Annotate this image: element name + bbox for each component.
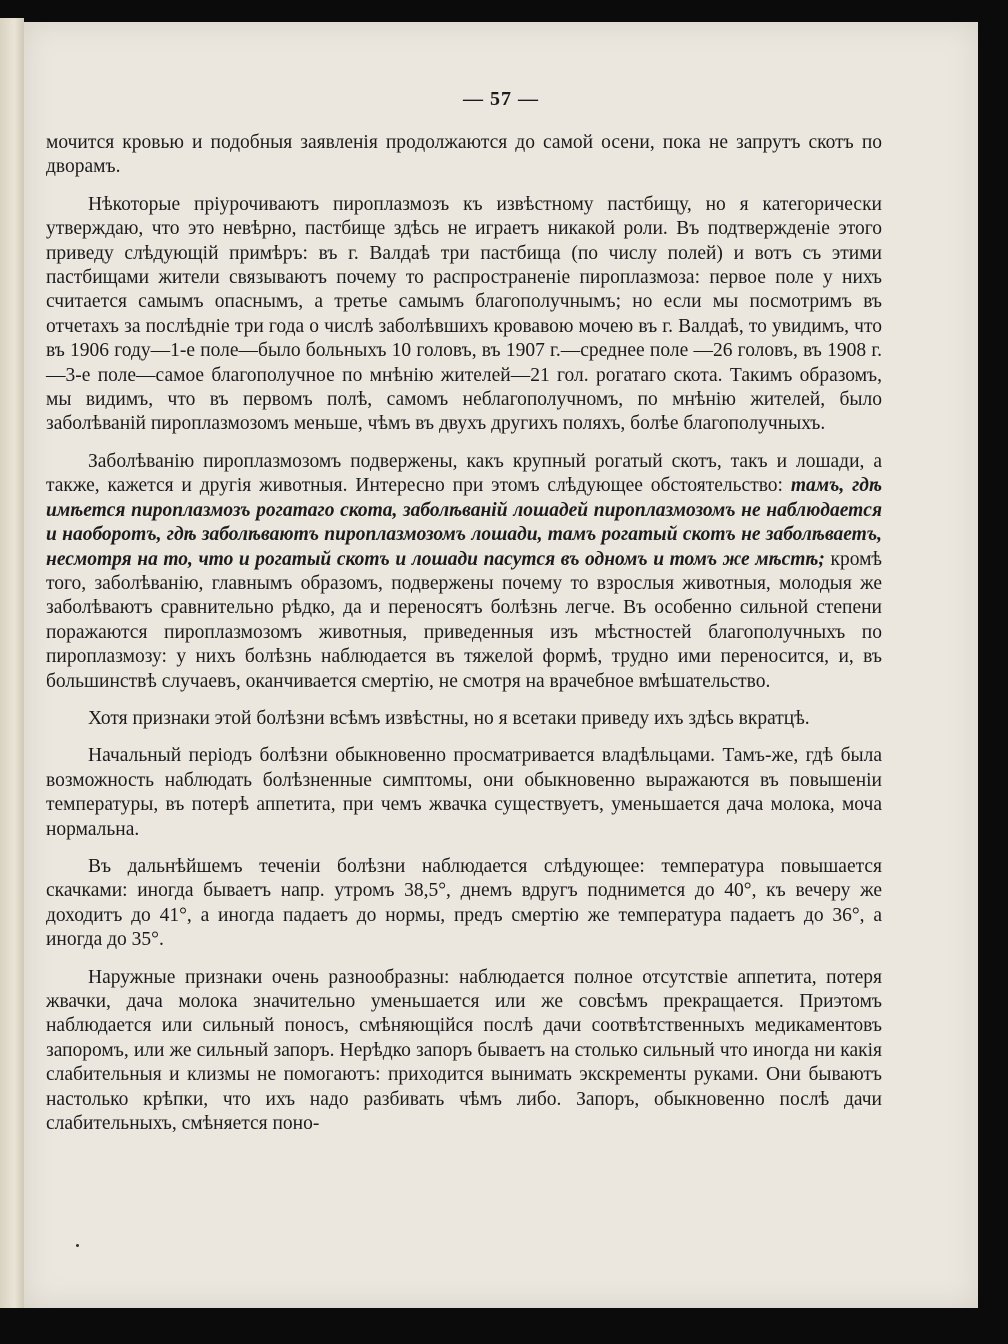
paragraph-4: Хотя признаки этой болѣзни всѣмъ извѣстны, но я всетаки приведу ихъ здѣсь вкратцѣ. — [88, 707, 810, 729]
paragraph-5: Начальный періодъ болѣзни обыкновенно просматривается владѣльцами. Тамъ-же, гдѣ была возможность наблюдать болѣзненные симптомы, они обыкновенно выражаются въ повышеніи температуры, въ потерѣ аппетита, при чемъ жвачка существуетъ, уменьшается дача молока, моча нормальна. — [46, 745, 882, 840]
paragraph-7: Наружные признаки очень разнообразны: наблюдается полное отсутствіе аппетита, потеря жвачки, дача молока значительно уменьшается или же совсѣмъ прекращается. Приэтомъ наблюдается или сильный поносъ, смѣняющійся послѣ дачи соотвѣтственныхъ медикаментовъ запоромъ, или же сильный запоръ. Нерѣдко запоръ бываетъ на столько сильный что иногда ни какія слабительныя и клизмы не помогаютъ: приходится вынимать экскременты руками. Они бываютъ настолько крѣпки, что ихъ надо разбивать чѣмъ либо. Запоръ, обыкновенно послѣ дачи слабительныхъ, смѣняется поно- — [46, 966, 882, 1135]
paragraph-6: Въ дальнѣйшемъ теченіи болѣзни наблюдается слѣдующее: температура повышается скачками: иногда бываетъ напр. утромъ 38,5°, днемъ вдругъ поднимется до 40°, къ вечеру же доходитъ до 41°, а иногда падаетъ до нормы, предъ смертію же температура падаетъ до 36°, а иногда до 35°. — [46, 855, 882, 951]
facing-page-edge — [0, 18, 24, 1308]
paragraph-3-start: Заболѣванію пироплазмозомъ подвержены, какъ крупный рогатый скотъ, такъ и лошади, а также, кажется и другія животныя. Интересно при этомъ слѣдующее обстоятельство: — [46, 450, 882, 497]
ink-speck — [76, 1244, 79, 1247]
body-text — [46, 131, 882, 1149]
paragraph-3-end: кромѣ того, заболѣванію, главнымъ образомъ, подвержены почему то взрослыя животныя, молодыя же заболѣваютъ сравнительно рѣдко, да и переносятъ болѣзнь легче. Въ особенно сильной степени поражаются пироплазмозомъ животныя, приведенныя изъ мѣстностей благополучныхъ по пироплазмозу: у нихъ болѣзнь наблюдается въ тяжелой формѣ, трудно ими переносится, и, въ большинствѣ случаевъ, оканчивается смертію, не смотря на врачебное вмѣшательство. — [46, 548, 883, 692]
paragraph-3 — [46, 450, 882, 694]
paragraph-1: мочится кровью и подобныя заявленія продолжаются до самой осени, пока не запрутъ скотъ по дворамъ. — [46, 132, 882, 178]
page-number: — 57 — — [463, 88, 539, 110]
paragraph-2: Нѣкоторые пріурочиваютъ пироплазмозъ къ извѣстному пастбищу, но я категорически утверждаю, что это невѣрно, пастбище здѣсь не играетъ никакой роли. Въ подтвержденіе этого приведу слѣдующій примѣръ: въ г. Валдаѣ три пастбища (по числу полей) и вотъ съ этими пастбищами жители связываютъ почему то распространеніе пироплазмоза: первое поле у нихъ считается самымъ опаснымъ, а третье самымъ благополучнымъ; но если мы посмотримъ въ отчетахъ за послѣдніе три года о числѣ заболѣвшихъ кровавою мочею въ г. Валдаѣ, то увидимъ, что въ 1906 году—1-е поле—было больныхъ 10 головъ, въ 1907 г.—среднее поле —26 головъ, въ 1908 г.—3-е поле—самое благополучное по мнѣнію жителей—21 гол. рогатаго скота. Такимъ образомъ, мы видимъ, что въ первомъ полѣ, самомъ неблагополучномъ, по мнѣнію жителей, было заболѣваній пироплазмозомъ меньше, чѣмъ въ двухъ другихъ поляхъ, болѣе благополучныхъ. — [46, 193, 882, 435]
document-page — [24, 22, 978, 1308]
paragraph-3-emphasis: тамъ, гдѣ имѣется пироплазмозъ рогатаго скота, заболѣваній лошадей пироплазмозомъ не наблюдается и наоборотъ, гдѣ заболѣваютъ пироплазмозомъ лошади, тамъ рогатый скотъ не заболѣваетъ, несмотря на то, что и рогатый скотъ и лошади пасутся въ одномъ и томъ же мѣстѣ; — [46, 475, 882, 570]
